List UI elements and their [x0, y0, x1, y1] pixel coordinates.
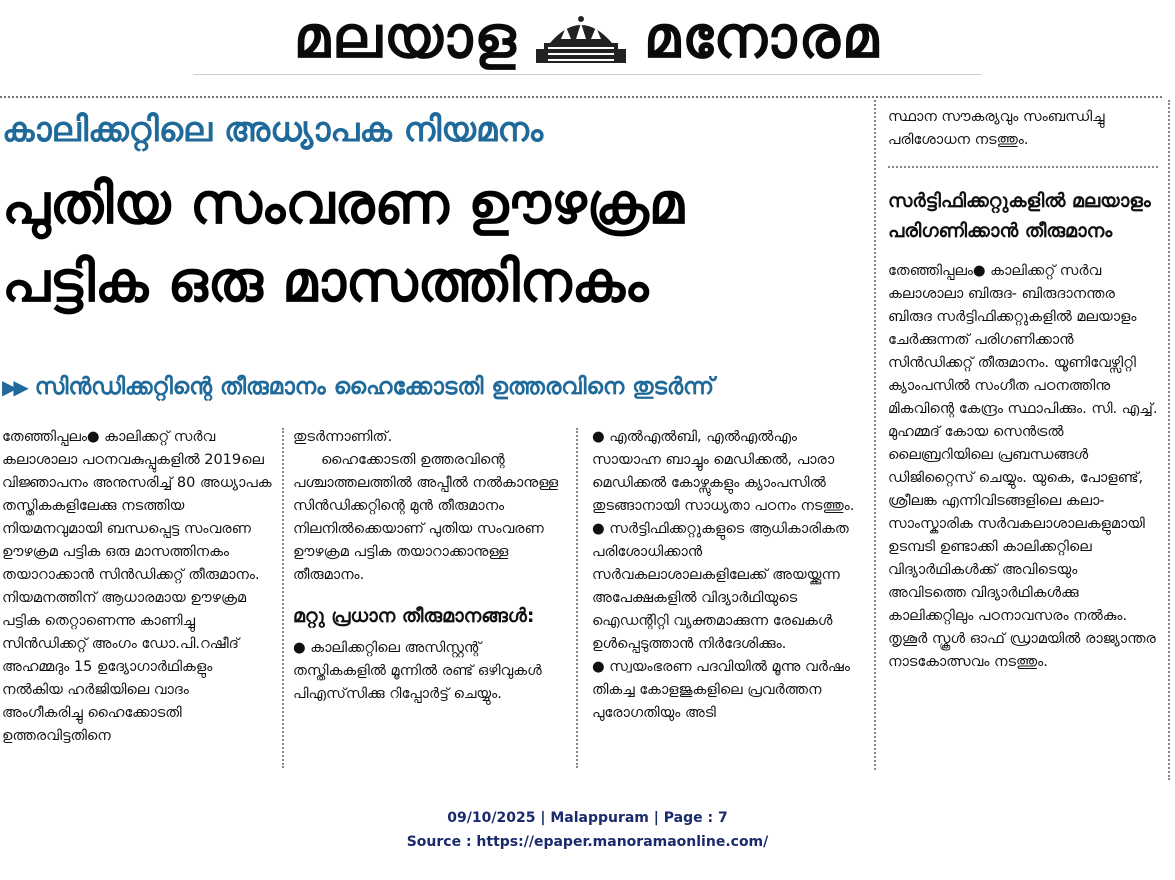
sidebar-column	[888, 106, 1158, 674]
column-3-text-2: ● സർട്ടിഫിക്കറ്റുകളുടെ ആധികാരികത പരിശോധിക്കാൻ സർവകലാശാലകളിലേക്ക് അയയ്ക്കുന്ന അപേക്ഷകളിൽ വിദ്യാർഥിയുടെ ഐഡന്റിറ്റി വ്യക്തമാക്കുന്ന രേഖകൾ ഉൾപ്പെടുത്താൻ നിർദേശിക്കും.	[592, 521, 849, 652]
article-kicker: കാലിക്കറ്റിലെ അധ്യാപക നിയമനം	[2, 110, 544, 150]
deck-text: സിൻഡിക്കറ്റിന്റെ തീരുമാനം ഹൈക്കോടതി ഉത്തരവിനെ തുടർന്ന്	[34, 374, 715, 400]
crown-emblem-icon	[536, 5, 626, 69]
column-3-text-3: ● സ്വയംഭരണ പദവിയിൽ മൂന്നു വർഷം തികച്ച കോളജുകളിലെ പ്രവർത്തന പുരോഗതിയും അടി	[592, 659, 850, 721]
page-footer	[0, 806, 1175, 854]
column-2-subhead: മറ്റു പ്രധാന തീരുമാനങ്ങൾ:	[293, 605, 535, 627]
sidebar-subhead: സർട്ടിഫിക്കറ്റുകളിൽ മലയാളം പരിഗണിക്കാൻ തീരുമാനം	[888, 190, 1151, 242]
column-3-text-1: ● എൽഎൽബി, എൽഎൽഎം സായാഹ്ന ബാച്ചും മെഡിക്കൽ, പാരാ മെഡിക്കൽ കോഴ്സുകളും ക്യാംപസിൽ തുടങ്ങാനായി സാധ്യതാ പഠനം നടത്തും.	[592, 429, 855, 514]
column-1-text: തേഞ്ഞിപ്പലം● കാലിക്കറ്റ് സർവ കലാശാലാ പഠനവകുപ്പുകളിൽ 2019ലെ വിജ്ഞാപനം അനുസരിച്ച് 80 അധ്യാപക തസ്തികകളിലേക്കു നടത്തിയ നിയമനവുമായി ബന്ധപ്പെട്ട സംവരണ ഊഴക്രമ പട്ടിക ഒരു മാസത്തിനകം തയാറാക്കാൻ സിൻഡിക്കറ്റ് തീരുമാനം. നിയമനത്തിന് ആധാരമായ ഊഴക്രമ പട്ടിക തെറ്റാണെന്നു കാണിച്ചു സിൻഡിക്കറ്റ് അംഗം ഡോ.പി.റഷീദ് അഹമ്മദും 15 ഉദ്യോഗാർഥികളും നൽകിയ ഹർജിയിലെ വാദം അംഗീകരിച്ചു ഹൈക്കോടതി ഉത്തരവിട്ടതിനെ	[2, 429, 272, 744]
column-divider-1	[282, 428, 284, 768]
headline-line-2: പട്ടിക ഒരു മാസത്തിനകം	[2, 250, 649, 315]
masthead-left-word: മലയാള	[293, 3, 518, 71]
footer-source[interactable]: Source : https://epaper.manoramaonline.com/	[406, 834, 769, 850]
column-divider-2	[576, 428, 578, 768]
page-right-divider	[1168, 100, 1170, 780]
masthead-divider	[0, 96, 1162, 98]
column-4-text-1: സ്ഥാന സൗകര്യവും സംബന്ധിച്ചു പരിശോധന നടത്തും.	[888, 109, 1105, 148]
article-headline	[2, 166, 862, 322]
article-column-2	[293, 426, 565, 771]
column-2-text-3: ● കാലിക്കറ്റിലെ അസിസ്റ്റന്റ് തസ്തികകളിൽ മൂന്നിൽ രണ്ട് ഒഴിവുകൾ പിഎസ്‌സിക്കു റിപ്പോർട്ട് ചെയ്യും.	[293, 640, 542, 702]
sidebar-body: തേഞ്ഞിപ്പലം● കാലിക്കറ്റ് സർവ കലാശാലാ ബിരുദ- ബിരുദാനന്തര ബിരുദ സർട്ടിഫിക്കറ്റുകളിൽ മലയാളം ചേർക്കുന്നത് പരിഗണിക്കാൻ സിൻഡിക്കറ്റ് തീരുമാനം. യൂണിവേഴ്സിറ്റി ക്യാംപസിൽ സംഗീത പഠനത്തിനു മികവിന്റെ കേന്ദ്രം സ്ഥാപിക്കും. സി. എച്ച്. മുഹമ്മദ് കോയ സെൻട്രൽ ലൈബ്രറിയിലെ പ്രബന്ധങ്ങൾ ഡിജിറ്റൈസ് ചെയ്യും. യുകെ, പോളണ്ട്, ശ്രീലങ്ക എന്നിവിടങ്ങളിലെ കലാ- സാംസ്കാരിക സർവകലാശാലകളുമായി ഉടമ്പടി ഉണ്ടാക്കി കാലിക്കറ്റിലെ വിദ്യാർഥികൾക്ക് അവിടെയും അവിടത്തെ വിദ്യാർഥികൾക്കു കാലിക്കറ്റിലും പഠനാവസരം നൽകും. തൃശൂർ സ്കൂൾ ഓഫ് ഡ്രാമയിൽ രാജ്യാന്തര നാടകോത്സവം നടത്തും.	[888, 263, 1158, 670]
masthead-right-word: മനോരമ	[643, 3, 881, 71]
column-2-text-1: തുടർന്നാണിത്.	[293, 429, 393, 445]
footer-dateline: 09/10/2025 | Malappuram | Page : 7	[447, 810, 728, 826]
double-arrow-icon: ▶▶	[2, 375, 25, 399]
sidebar-divider	[888, 166, 1158, 168]
article-column-3	[592, 426, 860, 771]
headline-line-1: പുതിയ സംവരണ ഊഴക്രമ	[2, 172, 684, 237]
column-2-text-2: ഹൈക്കോടതി ഉത്തരവിന്റെ പശ്ചാത്തലത്തിൽ അപ്പീൽ നൽകാനുള്ള സിൻഡിക്കറ്റിന്റെ മുൻ തീരുമാനം നിലനിൽക്കെയാണ് പുതിയ സംവരണ ഊഴക്രമ പട്ടിക തയാറാക്കാനുള്ള തീരുമാനം.	[293, 452, 559, 583]
column-divider-3	[874, 100, 876, 770]
article-deck	[2, 374, 862, 400]
article-column-1	[2, 426, 274, 771]
masthead	[193, 0, 981, 75]
